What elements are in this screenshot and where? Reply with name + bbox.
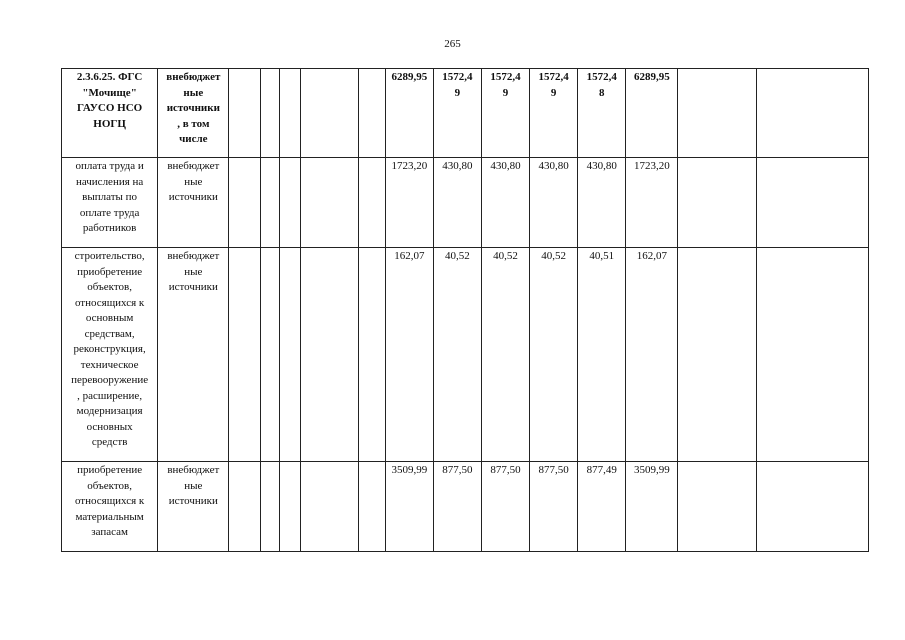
- empty-cell: [756, 158, 868, 248]
- year2-cell: 1572,4 9: [481, 69, 529, 158]
- empty-cell: [261, 158, 279, 248]
- empty-cell: [279, 158, 300, 248]
- item-name-cell: 2.3.6.25. ФГС "Мочище" ГАУСО НСО НОГЦ: [62, 69, 158, 158]
- total-cell: 1723,20: [385, 158, 433, 248]
- table-row: [62, 248, 869, 462]
- total2-cell: 6289,95: [626, 69, 678, 158]
- empty-cell: [300, 158, 358, 248]
- table-row: [62, 69, 869, 158]
- empty-cell: [229, 69, 261, 158]
- year4-cell: 1572,4 8: [578, 69, 626, 158]
- year2-cell: 430,80: [481, 158, 529, 248]
- funding-source-cell: внебюджет ные источники: [158, 462, 229, 552]
- empty-cell: [229, 248, 261, 462]
- year1-cell: 430,80: [433, 158, 481, 248]
- empty-cell: [358, 462, 385, 552]
- item-name-cell: приобретение объектов, относящихся к материальным запасам: [62, 462, 158, 552]
- empty-cell: [678, 158, 756, 248]
- year1-cell: 40,52: [433, 248, 481, 462]
- total-cell: 3509,99: [385, 462, 433, 552]
- empty-cell: [358, 69, 385, 158]
- empty-cell: [300, 69, 358, 158]
- empty-cell: [261, 248, 279, 462]
- empty-cell: [279, 248, 300, 462]
- empty-cell: [358, 158, 385, 248]
- year4-cell: 430,80: [578, 158, 626, 248]
- empty-cell: [279, 69, 300, 158]
- year3-cell: 430,80: [530, 158, 578, 248]
- total-cell: 6289,95: [385, 69, 433, 158]
- empty-cell: [261, 462, 279, 552]
- year3-cell: 1572,4 9: [530, 69, 578, 158]
- total-cell: 162,07: [385, 248, 433, 462]
- empty-cell: [358, 248, 385, 462]
- empty-cell: [300, 462, 358, 552]
- empty-cell: [678, 248, 756, 462]
- page-number: 265: [444, 38, 461, 50]
- year4-cell: 877,49: [578, 462, 626, 552]
- empty-cell: [261, 69, 279, 158]
- empty-cell: [279, 462, 300, 552]
- year2-cell: 877,50: [481, 462, 529, 552]
- empty-cell: [229, 158, 261, 248]
- funding-source-cell: внебюджет ные источники: [158, 158, 229, 248]
- empty-cell: [756, 69, 868, 158]
- table-row: [62, 462, 869, 552]
- year2-cell: 40,52: [481, 248, 529, 462]
- funding-source-cell: внебюджет ные источники , в том числе: [158, 69, 229, 158]
- funding-source-cell: внебюджет ные источники: [158, 248, 229, 462]
- empty-cell: [756, 248, 868, 462]
- empty-cell: [756, 462, 868, 552]
- item-name-cell: строительство, приобретение объектов, относящихся к основным средствам, реконструкция, техническое перевооружение , расширение, модернизация основных средств: [62, 248, 158, 462]
- total2-cell: 3509,99: [626, 462, 678, 552]
- total2-cell: 1723,20: [626, 158, 678, 248]
- item-name-cell: оплата труда и начисления на выплаты по оплате труда работников: [62, 158, 158, 248]
- year1-cell: 1572,4 9: [433, 69, 481, 158]
- year3-cell: 40,52: [530, 248, 578, 462]
- total2-cell: 162,07: [626, 248, 678, 462]
- empty-cell: [229, 462, 261, 552]
- year1-cell: 877,50: [433, 462, 481, 552]
- empty-cell: [300, 248, 358, 462]
- budget-table: [61, 68, 869, 552]
- year3-cell: 877,50: [530, 462, 578, 552]
- empty-cell: [678, 69, 756, 158]
- year4-cell: 40,51: [578, 248, 626, 462]
- empty-cell: [678, 462, 756, 552]
- table-row: [62, 158, 869, 248]
